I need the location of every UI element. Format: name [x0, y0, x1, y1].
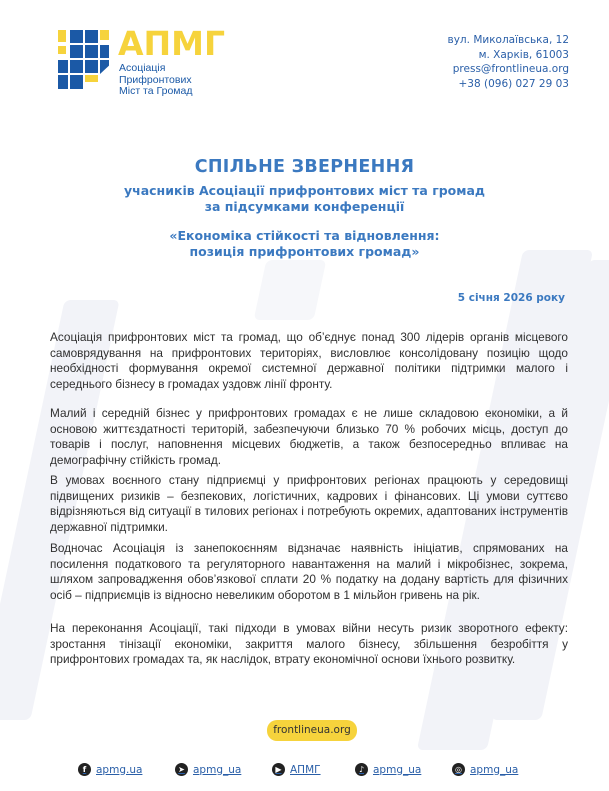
logo-full-name	[119, 63, 192, 98]
social-link-instagram[interactable]	[452, 763, 518, 776]
body-paragraph: Асоціація прифронтових міст та громад, що об’єднує понад 300 лідерів органів місцевого самоврядування на прифронтових територіях, висловлює консолідовану позицію щодо необхідності формування окремої системної державної політики підтримки малого і середнього бізнесу в громадах уздовж лінії фронту.	[50, 330, 568, 391]
document-title: СПІЛЬНЕ ЗВЕРНЕННЯ	[194, 157, 415, 177]
logo-mark-icon	[58, 30, 113, 96]
contact-address: вул. Миколаївська, 12	[447, 34, 569, 46]
telegram-icon: ➤	[175, 763, 188, 776]
body-paragraph: В умовах воєнного стану підприємці у прифронтових регіонах працюють у середовищі підвищених ризиків – безпекових, логістичних, кадрових і фінансових. Ці умови суттєво відрізняються від ситуації в тилових регіонах і потребують окремих, адаптованих інструментів державної підтримки.	[50, 473, 568, 534]
tiktok-icon: ♪	[355, 763, 368, 776]
social-handle: АПМГ	[290, 763, 321, 776]
social-links	[0, 763, 609, 783]
logo-name-line: Міст та Громад	[119, 85, 193, 97]
instagram-icon: ◎	[452, 763, 465, 776]
conference-line: позиція прифронтових громад»	[189, 244, 420, 259]
body-paragraph: Малий і середній бізнес у прифронтових громадах є не лише складовою економіки, а й основою життєздатності територій, забезпечуючи близько 70 % робочих місць, доступ до товарів і послуг, наповнення місцевих бюджетів, а також безпосередньо впливає на демографічну стійкість громад.	[50, 406, 568, 467]
social-link-facebook[interactable]	[78, 763, 142, 776]
logo-abbreviation: АПМГ	[118, 24, 226, 63]
organization-logo	[58, 24, 278, 98]
body-paragraph: На переконання Асоціації, такі підходи в умовах війни несуть ризик зворотного ефекту: зростання тінізації економіки, закриття малого бізнесу, збільшення безробіття у прифронтових громадах та, як наслідок, втрату економічної основи їхнього розвитку.	[50, 621, 568, 667]
logo-name-line: Прифронтових	[119, 73, 192, 86]
social-link-tiktok[interactable]	[355, 763, 421, 776]
subtitle-line: за підсумками конференції	[204, 199, 405, 214]
social-handle: apmg_ua	[470, 763, 519, 776]
body-paragraph: Водночас Асоціація із занепокоєнням відзначає наявність ініціатив, спрямованих на посилення податкового та регуляторного навантаження на малий і мікробізнес, зокрема, шляхом запровадження обов’язкової сплати 20 % податку на додану вартість для фізичних осіб – підприємців із відносно невеликим оборотом в 1 мільйон гривень на рік.	[50, 541, 568, 602]
background-watermark	[254, 260, 327, 320]
conference-name	[0, 228, 609, 260]
contact-email[interactable]: press@frontlineua.org	[452, 63, 569, 75]
contact-city: м. Харків, 61003	[478, 48, 569, 61]
social-link-telegram[interactable]	[175, 763, 241, 776]
logo-name-line: Асоціація	[119, 62, 166, 74]
youtube-icon: ▶	[272, 763, 285, 776]
contact-phone[interactable]: +38 (096) 027 29 03	[458, 77, 569, 90]
contact-info	[448, 33, 569, 91]
conference-line: «Економіка стійкості та відновлення:	[169, 228, 440, 243]
document-subtitle	[0, 183, 609, 215]
social-handle: apmg_ua	[193, 763, 242, 776]
document-date: 5 січня 2026 року	[457, 292, 565, 304]
social-link-youtube[interactable]	[272, 763, 321, 776]
social-handle: apmg.ua	[96, 763, 143, 776]
facebook-icon: f	[78, 763, 91, 776]
subtitle-line: учасників Асоціації прифронтових міст та громад	[123, 183, 486, 198]
social-handle: apmg_ua	[373, 763, 422, 776]
website-link[interactable]: frontlineua.org	[267, 720, 357, 741]
